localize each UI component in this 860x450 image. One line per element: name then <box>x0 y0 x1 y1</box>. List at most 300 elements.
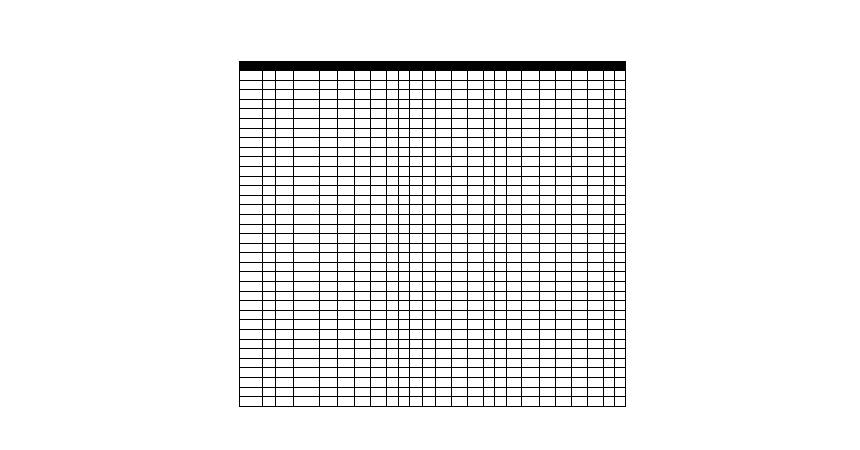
table-cell <box>263 147 276 157</box>
table-cell <box>276 253 294 263</box>
table-cell <box>240 262 263 272</box>
table-cell <box>387 90 399 100</box>
table-cell <box>484 339 495 349</box>
table-cell <box>436 310 452 320</box>
table-cell <box>604 243 615 253</box>
table-cell <box>263 80 276 90</box>
table-row <box>240 118 626 128</box>
table-cell <box>604 205 615 215</box>
table-cell <box>423 234 436 244</box>
table-cell <box>320 339 338 349</box>
table-cell <box>468 205 484 215</box>
table-cell <box>320 205 338 215</box>
table-cell <box>540 243 556 253</box>
table-cell <box>423 166 436 176</box>
table-cell <box>294 243 320 253</box>
table-cell <box>320 214 338 224</box>
table-cell <box>410 320 423 330</box>
table-cell <box>399 234 410 244</box>
table-cell <box>294 80 320 90</box>
table-cell <box>436 291 452 301</box>
table-cell <box>507 224 522 234</box>
table-cell <box>436 109 452 119</box>
table-cell <box>495 387 507 397</box>
table-cell <box>572 186 588 196</box>
table-cell <box>468 157 484 167</box>
table-cell <box>522 320 540 330</box>
table-cell <box>387 176 399 186</box>
table-cell <box>399 138 410 148</box>
table-cell <box>556 358 572 368</box>
table-cell <box>468 109 484 119</box>
table-cell <box>355 243 371 253</box>
table-cell <box>320 138 338 148</box>
table-row <box>240 378 626 388</box>
table-cell <box>399 90 410 100</box>
table-cell <box>436 272 452 282</box>
table-cell <box>556 320 572 330</box>
table-cell <box>294 118 320 128</box>
table-cell <box>615 214 626 224</box>
column-header <box>484 62 495 71</box>
table-cell <box>371 301 387 311</box>
table-cell <box>371 243 387 253</box>
table-cell <box>540 205 556 215</box>
table-cell <box>572 138 588 148</box>
table-cell <box>522 80 540 90</box>
table-cell <box>240 224 263 234</box>
table-cell <box>588 224 604 234</box>
table-cell <box>452 147 468 157</box>
table-cell <box>484 330 495 340</box>
table-cell <box>410 186 423 196</box>
table-cell <box>338 128 355 138</box>
table-cell <box>604 186 615 196</box>
table-cell <box>507 138 522 148</box>
table-cell <box>604 128 615 138</box>
table-cell <box>604 358 615 368</box>
table-cell <box>276 176 294 186</box>
table-cell <box>399 262 410 272</box>
table-cell <box>495 234 507 244</box>
table-cell <box>338 109 355 119</box>
table-cell <box>540 272 556 282</box>
table-cell <box>276 243 294 253</box>
table-cell <box>410 310 423 320</box>
table-cell <box>522 310 540 320</box>
table-cell <box>484 234 495 244</box>
table-cell <box>522 99 540 109</box>
table-cell <box>276 90 294 100</box>
table-cell <box>452 195 468 205</box>
table-cell <box>399 109 410 119</box>
table-cell <box>240 176 263 186</box>
table-cell <box>615 99 626 109</box>
table-cell <box>410 234 423 244</box>
table-cell <box>399 166 410 176</box>
table-cell <box>572 349 588 359</box>
table-cell <box>423 253 436 263</box>
table-cell <box>294 272 320 282</box>
table-cell <box>452 99 468 109</box>
table-cell <box>240 234 263 244</box>
table-cell <box>276 397 294 407</box>
table-row <box>240 253 626 263</box>
table-cell <box>355 291 371 301</box>
table-cell <box>572 176 588 186</box>
table-cell <box>294 291 320 301</box>
table-row <box>240 339 626 349</box>
table-cell <box>588 253 604 263</box>
table-cell <box>468 339 484 349</box>
table-cell <box>355 166 371 176</box>
table-cell <box>588 118 604 128</box>
table-cell <box>240 80 263 90</box>
table-cell <box>320 387 338 397</box>
table-cell <box>484 147 495 157</box>
table-cell <box>240 349 263 359</box>
table-cell <box>540 378 556 388</box>
table-cell <box>484 109 495 119</box>
table-cell <box>495 147 507 157</box>
table-cell <box>276 157 294 167</box>
table-cell <box>387 282 399 292</box>
table-cell <box>452 262 468 272</box>
table-cell <box>410 118 423 128</box>
table-cell <box>320 368 338 378</box>
table-cell <box>320 176 338 186</box>
table-cell <box>522 214 540 224</box>
table-cell <box>276 234 294 244</box>
table-cell <box>468 186 484 196</box>
table-cell <box>588 166 604 176</box>
table-cell <box>240 157 263 167</box>
table-cell <box>240 339 263 349</box>
table-cell <box>423 397 436 407</box>
table-cell <box>556 195 572 205</box>
table-cell <box>572 253 588 263</box>
table-cell <box>338 224 355 234</box>
table-cell <box>240 368 263 378</box>
table-cell <box>423 147 436 157</box>
table-cell <box>507 147 522 157</box>
table-cell <box>507 310 522 320</box>
table-cell <box>507 282 522 292</box>
table-cell <box>399 282 410 292</box>
column-header <box>338 62 355 71</box>
table-cell <box>387 157 399 167</box>
table-cell <box>263 272 276 282</box>
table-cell <box>355 138 371 148</box>
table-cell <box>468 397 484 407</box>
table-cell <box>294 195 320 205</box>
table-cell <box>399 291 410 301</box>
table-cell <box>387 109 399 119</box>
table-cell <box>436 195 452 205</box>
table-cell <box>522 243 540 253</box>
table-cell <box>338 387 355 397</box>
table-cell <box>338 90 355 100</box>
table-cell <box>495 291 507 301</box>
table-cell <box>276 224 294 234</box>
table-cell <box>588 310 604 320</box>
table-cell <box>522 90 540 100</box>
table-cell <box>371 109 387 119</box>
table-cell <box>355 282 371 292</box>
table-cell <box>452 138 468 148</box>
table-cell <box>436 234 452 244</box>
table-cell <box>387 291 399 301</box>
table-cell <box>604 166 615 176</box>
table-cell <box>276 138 294 148</box>
table-cell <box>556 186 572 196</box>
table-cell <box>495 195 507 205</box>
table-cell <box>320 147 338 157</box>
table-cell <box>423 90 436 100</box>
table-row <box>240 349 626 359</box>
table-cell <box>468 90 484 100</box>
table-cell <box>522 330 540 340</box>
table-cell <box>556 118 572 128</box>
table-cell <box>522 147 540 157</box>
table-cell <box>387 224 399 234</box>
table-cell <box>338 118 355 128</box>
table-cell <box>387 99 399 109</box>
table-cell <box>540 166 556 176</box>
table-cell <box>263 368 276 378</box>
table-cell <box>294 330 320 340</box>
table-row <box>240 272 626 282</box>
table-cell <box>410 358 423 368</box>
table-cell <box>468 282 484 292</box>
table-cell <box>436 378 452 388</box>
table-cell <box>522 272 540 282</box>
table-cell <box>615 262 626 272</box>
table-cell <box>371 253 387 263</box>
table-cell <box>240 205 263 215</box>
table-cell <box>338 320 355 330</box>
table-cell <box>604 80 615 90</box>
table-cell <box>338 330 355 340</box>
table-cell <box>452 109 468 119</box>
table-cell <box>604 99 615 109</box>
table-row <box>240 368 626 378</box>
table-cell <box>556 368 572 378</box>
table-row <box>240 205 626 215</box>
table-cell <box>320 80 338 90</box>
table-cell <box>495 214 507 224</box>
table-row <box>240 262 626 272</box>
table-cell <box>604 397 615 407</box>
table-cell <box>436 214 452 224</box>
table-cell <box>507 358 522 368</box>
table-cell <box>338 368 355 378</box>
table-cell <box>522 368 540 378</box>
table-cell <box>556 397 572 407</box>
table-cell <box>240 310 263 320</box>
table-cell <box>556 138 572 148</box>
table-cell <box>604 90 615 100</box>
column-header <box>371 62 387 71</box>
table-cell <box>338 243 355 253</box>
table-cell <box>294 320 320 330</box>
table-cell <box>452 330 468 340</box>
table-row <box>240 387 626 397</box>
table-cell <box>507 301 522 311</box>
column-header <box>240 62 263 71</box>
table-cell <box>588 349 604 359</box>
table-row <box>240 176 626 186</box>
table-cell <box>507 109 522 119</box>
table-cell <box>355 157 371 167</box>
table-cell <box>572 109 588 119</box>
table-cell <box>540 339 556 349</box>
table-cell <box>294 358 320 368</box>
table-cell <box>604 118 615 128</box>
table-cell <box>294 109 320 119</box>
table-cell <box>495 99 507 109</box>
table-cell <box>556 262 572 272</box>
table-cell <box>588 291 604 301</box>
table-cell <box>423 176 436 186</box>
table-row <box>240 128 626 138</box>
table-cell <box>423 301 436 311</box>
table-cell <box>338 291 355 301</box>
table-cell <box>507 253 522 263</box>
table-cell <box>507 214 522 224</box>
table-cell <box>452 282 468 292</box>
table-cell <box>240 147 263 157</box>
table-cell <box>355 80 371 90</box>
table-cell <box>276 301 294 311</box>
table-row <box>240 109 626 119</box>
table-cell <box>452 80 468 90</box>
table-cell <box>507 339 522 349</box>
table-cell <box>387 80 399 90</box>
table-cell <box>556 301 572 311</box>
table-cell <box>484 368 495 378</box>
table-cell <box>540 138 556 148</box>
table-cell <box>452 128 468 138</box>
table-cell <box>399 397 410 407</box>
table-cell <box>276 166 294 176</box>
table-cell <box>338 358 355 368</box>
table-cell <box>615 118 626 128</box>
table-cell <box>294 349 320 359</box>
table-cell <box>588 205 604 215</box>
table-cell <box>436 358 452 368</box>
column-header <box>604 62 615 71</box>
table-cell <box>436 224 452 234</box>
table-cell <box>572 157 588 167</box>
table-cell <box>410 128 423 138</box>
table-cell <box>484 349 495 359</box>
table-cell <box>355 147 371 157</box>
table-row <box>240 195 626 205</box>
table-cell <box>263 109 276 119</box>
table-cell <box>484 157 495 167</box>
table-cell <box>423 339 436 349</box>
table-cell <box>556 349 572 359</box>
table-cell <box>452 157 468 167</box>
table-cell <box>355 128 371 138</box>
table-cell <box>320 71 338 81</box>
table-cell <box>240 253 263 263</box>
table-cell <box>338 71 355 81</box>
table-cell <box>604 320 615 330</box>
table-cell <box>604 368 615 378</box>
table-cell <box>294 157 320 167</box>
table-cell <box>615 358 626 368</box>
table-cell <box>484 282 495 292</box>
table-cell <box>423 291 436 301</box>
table-cell <box>371 378 387 388</box>
table-cell <box>387 186 399 196</box>
table-cell <box>540 330 556 340</box>
table-cell <box>452 186 468 196</box>
table-row <box>240 186 626 196</box>
table-cell <box>355 349 371 359</box>
table-cell <box>399 71 410 81</box>
table-cell <box>588 176 604 186</box>
table-cell <box>338 234 355 244</box>
table-cell <box>507 320 522 330</box>
table-cell <box>507 243 522 253</box>
table-cell <box>399 253 410 263</box>
table-cell <box>615 320 626 330</box>
table-cell <box>572 166 588 176</box>
table-cell <box>338 99 355 109</box>
table-cell <box>399 387 410 397</box>
table-cell <box>387 166 399 176</box>
table-cell <box>263 310 276 320</box>
table-cell <box>452 358 468 368</box>
table-cell <box>468 80 484 90</box>
table-cell <box>556 234 572 244</box>
table-cell <box>410 368 423 378</box>
table-cell <box>276 99 294 109</box>
table-cell <box>294 387 320 397</box>
table-cell <box>338 310 355 320</box>
table-cell <box>294 166 320 176</box>
table-cell <box>556 157 572 167</box>
table-cell <box>484 71 495 81</box>
table-cell <box>507 118 522 128</box>
table-cell <box>240 301 263 311</box>
table-cell <box>355 99 371 109</box>
table-cell <box>263 320 276 330</box>
table-cell <box>240 320 263 330</box>
table-cell <box>540 320 556 330</box>
table-cell <box>495 90 507 100</box>
table-cell <box>276 128 294 138</box>
table-cell <box>495 320 507 330</box>
table-cell <box>423 99 436 109</box>
table-cell <box>276 282 294 292</box>
table-cell <box>540 80 556 90</box>
table-row <box>240 330 626 340</box>
table-cell <box>423 358 436 368</box>
table-cell <box>276 310 294 320</box>
table-cell <box>423 243 436 253</box>
table-cell <box>423 310 436 320</box>
table-cell <box>294 339 320 349</box>
table-cell <box>338 195 355 205</box>
table-cell <box>399 368 410 378</box>
table-cell <box>452 224 468 234</box>
table-cell <box>436 262 452 272</box>
table-cell <box>263 387 276 397</box>
